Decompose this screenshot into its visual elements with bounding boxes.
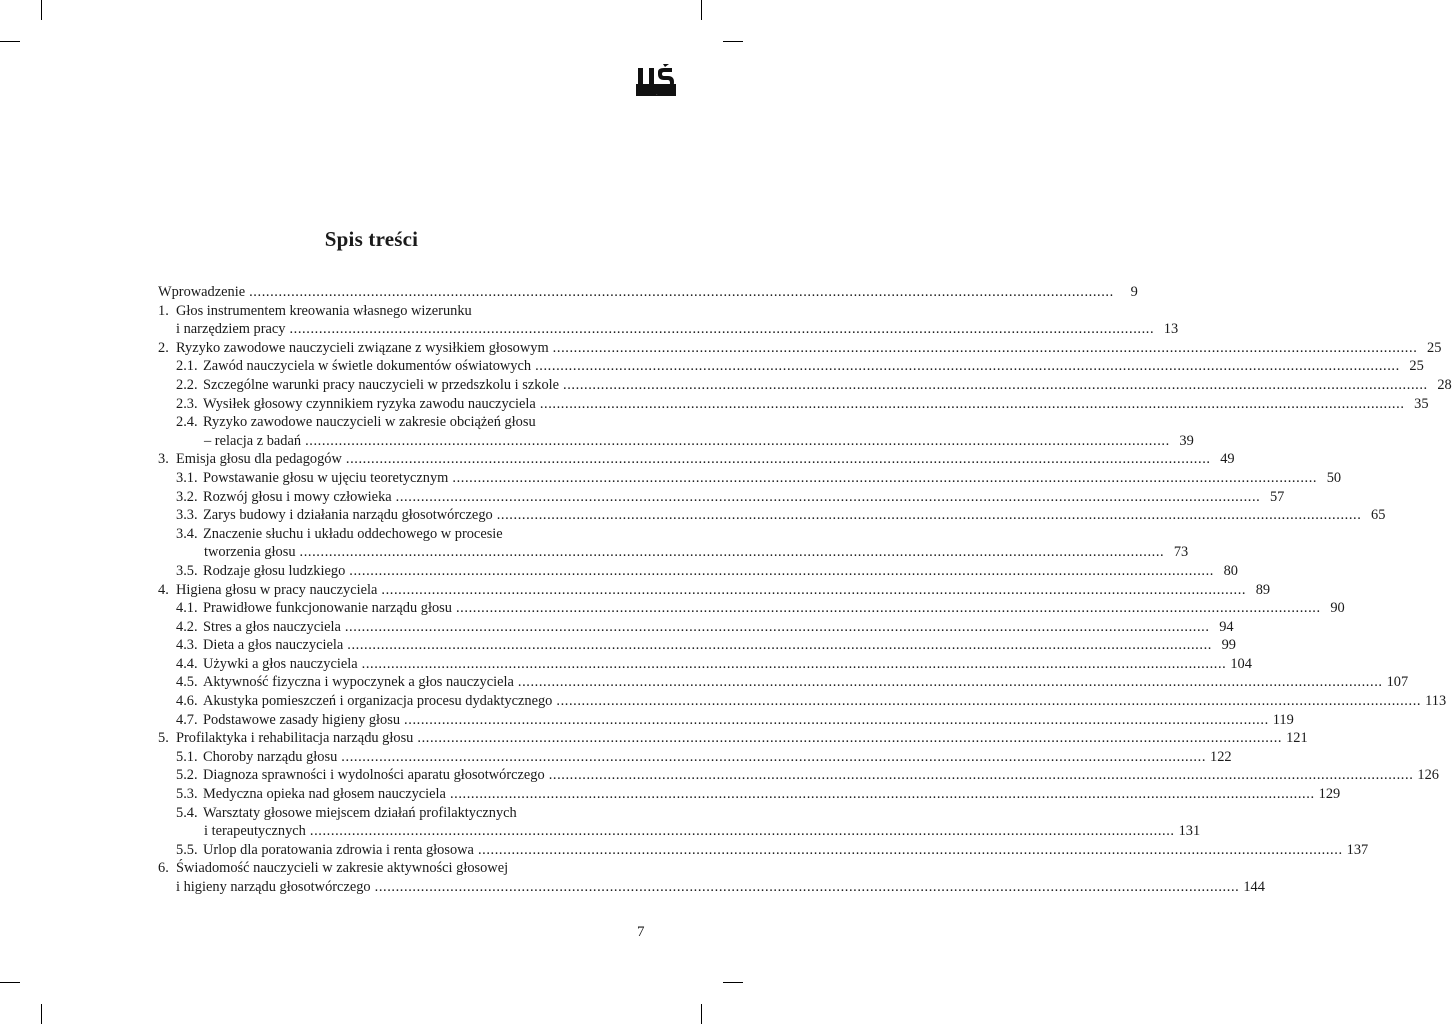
toc-entry-title: Urlop dla poratowania zdrowia i renta głosowa [203, 841, 474, 858]
toc-entry-title: Akustyka pomieszczeń i organizacja procesu dydaktycznego [203, 693, 553, 710]
toc-entry-number: 5.5. [176, 841, 198, 858]
toc-entry [158, 618, 1234, 637]
toc-entry [158, 543, 1189, 562]
crop-mark-top-right-h [723, 41, 743, 42]
toc-entry-page: 107 [1386, 674, 1409, 691]
toc-entry [158, 450, 1235, 469]
toc-entry-title: Powstawanie głosu w ujęciu teoretycznym [203, 469, 449, 486]
toc-leader-dots [553, 339, 1418, 358]
toc-entry-title: tworzenia głosu [204, 544, 296, 561]
toc-entry-title: Emisja głosu dla pedagogów [176, 451, 342, 468]
toc-entry [158, 525, 606, 544]
toc-leader-dots [347, 636, 1212, 655]
toc-leader-dots [305, 432, 1170, 451]
toc-entry-number: 4.5. [176, 674, 198, 691]
toc-entry [158, 581, 1271, 600]
toc-leader-dots [556, 692, 1421, 711]
toc-entry-page: 119 [1272, 711, 1294, 728]
toc-entry-page: 13 [1163, 321, 1179, 338]
toc-leader-dots [310, 822, 1175, 841]
toc-entry-number: 2.1. [176, 358, 198, 375]
toc-entry-title: Podstawowe zasady higieny głosu [203, 711, 401, 728]
toc-entry-number: 6. [158, 860, 169, 877]
toc-entry-title: Warsztaty głosowe miejscem działań profilaktycznych [203, 804, 517, 821]
toc-entry-number: 4.1. [176, 600, 198, 617]
toc-leader-dots [249, 283, 1114, 302]
toc-entry-number: 5.1. [176, 748, 198, 765]
toc-entry [158, 766, 1439, 785]
toc-entry-title: Ryzyko zawodowe nauczycieli związane z wysiłkiem głosowym [176, 339, 549, 356]
toc-entry-number: 4.6. [176, 693, 198, 710]
toc-entry-page: 9 [1130, 284, 1138, 300]
toc-entry-page: 126 [1417, 767, 1439, 784]
toc-entry-page: 35 [1414, 395, 1429, 412]
toc-entry-number: 2. [158, 339, 169, 356]
toc-entry [158, 339, 1442, 358]
toc-entry [158, 320, 1179, 339]
toc-leader-dots [345, 618, 1210, 637]
toc-leader-dots [497, 506, 1362, 525]
toc-entry-number: 4. [158, 581, 169, 598]
toc-entry-title: Diagnoza sprawności i wydolności aparatu głosotwórczego [203, 767, 545, 784]
toc-entry [158, 655, 1252, 674]
crop-mark-bottom-right-h [723, 982, 743, 983]
toc-entry-title: Aktywność fizyczna i wypoczynek a głos nauczyciela [203, 674, 514, 691]
toc-leader-dots [341, 748, 1206, 767]
toc-entry-page: 28 [1437, 376, 1452, 393]
toc-leader-dots [362, 655, 1227, 674]
toc-entry [158, 376, 1452, 395]
toc-entry-number: 2.3. [176, 395, 198, 412]
toc-entry-title: Choroby narządu głosu [203, 748, 338, 765]
toc-entry-number: 3.1. [176, 469, 198, 486]
toc-leader-dots [381, 581, 1246, 600]
toc-entry-page: 65 [1371, 507, 1386, 524]
table-of-contents [158, 283, 1452, 897]
toc-entry [158, 469, 1342, 488]
toc-entry-page: 113 [1425, 693, 1447, 710]
toc-leader-dots [518, 673, 1383, 692]
toc-entry-number: 3.2. [176, 488, 198, 505]
toc-entry-number: 2.4. [176, 414, 198, 431]
toc-entry-title: Ryzyko zawodowe nauczycieli w zakresie obciążeń głosu [203, 414, 536, 431]
toc-leader-dots [375, 878, 1240, 897]
toc-entry [158, 748, 1232, 767]
page-number: 7 [637, 924, 645, 940]
toc-leader-dots [456, 599, 1321, 618]
crop-mark-top-left-h [0, 41, 20, 42]
toc-entry-page: 39 [1179, 432, 1194, 449]
toc-leader-dots [535, 357, 1400, 376]
toc-entry-page: 90 [1330, 600, 1345, 617]
toc-entry-page: 80 [1223, 562, 1238, 579]
toc-entry-title: Rodzaje głosu ludzkiego [203, 562, 346, 579]
toc-entry [158, 599, 1345, 618]
page-title: Spis treści [324, 227, 419, 251]
toc-leader-dots [300, 543, 1165, 562]
toc-entry-title: Głos instrumentem kreowania własnego wizerunku [176, 302, 472, 319]
toc-entry-title: Szczególne warunki pracy nauczycieli w przedszkolu i szkole [203, 376, 560, 393]
toc-leader-dots [346, 450, 1211, 469]
crop-mark-top-right [701, 0, 702, 20]
toc-entry-page: 122 [1210, 748, 1232, 765]
toc-entry-page: 25 [1409, 358, 1424, 375]
toc-entry-number: 2.2. [176, 376, 198, 393]
toc-entry-title: Profilaktyka i rehabilitacja narządu głosu [176, 730, 414, 747]
toc-entry-title: Wysiłek głosowy czynnikiem ryzyka zawodu nauczyciela [203, 395, 536, 412]
toc-entry [158, 432, 1194, 451]
toc-leader-dots [404, 711, 1269, 730]
toc-entry [158, 785, 1341, 804]
toc-entry-title: Medyczna opieka nad głosem nauczyciela [203, 786, 446, 803]
crop-mark-top-left [41, 0, 42, 20]
toc-leader-dots [396, 488, 1261, 507]
toc-entry [158, 822, 1201, 841]
toc-entry-number: 4.3. [176, 637, 198, 654]
toc-entry [158, 636, 1236, 655]
toc-entry [158, 506, 1386, 525]
toc-entry-title: i higieny narządu głosotwórczego [176, 879, 371, 895]
toc-entry-title: i terapeutycznych [204, 823, 306, 840]
toc-entry-page: 129 [1318, 786, 1341, 803]
toc-entry [158, 878, 1265, 897]
toc-entry-title: Stres a głos nauczyciela [203, 618, 341, 635]
toc-entry [158, 302, 606, 321]
toc-entry-title: Używki a głos nauczyciela [203, 655, 358, 672]
toc-entry-page: 50 [1326, 469, 1342, 486]
toc-entry [158, 395, 1429, 414]
university-logo-icon [634, 64, 678, 98]
toc-entry-page: 131 [1178, 823, 1201, 840]
toc-entry [158, 804, 606, 823]
toc-entry-page: 144 [1243, 879, 1265, 895]
toc-entry-page: 137 [1346, 841, 1369, 858]
toc-entry-title: Prawidłowe funkcjonowanie narządu głosu [203, 600, 452, 617]
toc-entry-page: 89 [1255, 581, 1271, 598]
toc-entry [158, 283, 1138, 302]
toc-leader-dots [450, 785, 1315, 804]
toc-entry-title: – relacja z badań [204, 432, 302, 449]
toc-leader-dots [478, 841, 1343, 860]
toc-entry [158, 711, 1294, 730]
toc-entry-page: 57 [1269, 488, 1285, 505]
toc-entry-title: Zarys budowy i działania narządu głosotwórczego [203, 507, 493, 524]
toc-entry-page: 99 [1221, 637, 1236, 654]
toc-entry-number: 3.4. [176, 525, 198, 542]
crop-mark-bottom-left [41, 1004, 42, 1024]
toc-leader-dots [549, 766, 1414, 785]
toc-entry [158, 729, 1308, 748]
toc-leader-dots [349, 562, 1214, 581]
toc-entry-title: Wprowadzenie [158, 284, 246, 300]
toc-entry [158, 859, 606, 878]
toc-entry-number: 5.3. [176, 786, 198, 803]
toc-entry-page: 73 [1173, 544, 1189, 561]
toc-entry-page: 49 [1220, 451, 1235, 468]
toc-entry-page: 121 [1286, 730, 1308, 747]
toc-entry-title: i narzędziem pracy [176, 321, 286, 338]
toc-entry [158, 488, 1285, 507]
toc-entry-number: 4.2. [176, 618, 198, 635]
toc-leader-dots [540, 395, 1405, 414]
svg-text:UŚ: UŚ [656, 95, 658, 96]
toc-entry [158, 562, 1238, 581]
toc-entry-page: 94 [1219, 618, 1234, 635]
toc-entry-title: Higiena głosu w pracy nauczyciela [176, 581, 378, 598]
toc-entry-title: Świadomość nauczycieli w zakresie aktywności głosowej [176, 860, 509, 877]
toc-leader-dots [452, 469, 1317, 488]
crop-mark-bottom-left-h [0, 982, 20, 983]
toc-entry-number: 5.4. [176, 804, 198, 821]
toc-entry-number: 3.5. [176, 562, 198, 579]
toc-entry-number: 5.2. [176, 767, 198, 784]
toc-entry-page: 104 [1230, 655, 1252, 672]
toc-leader-dots [417, 729, 1282, 748]
toc-entry-title: Zawód nauczyciela w świetle dokumentów oświatowych [203, 358, 532, 375]
toc-entry-number: 4.4. [176, 655, 198, 672]
toc-entry [158, 692, 1447, 711]
toc-entry-number: 1. [158, 302, 169, 319]
toc-entry [158, 673, 1409, 692]
toc-entry-number: 3. [158, 451, 169, 468]
toc-entry-page: 25 [1427, 339, 1442, 356]
toc-entry-title: Rozwój głosu i mowy człowieka [203, 488, 392, 505]
toc-entry-number: 4.7. [176, 711, 198, 728]
toc-entry-title: Dieta a głos nauczyciela [203, 637, 344, 654]
toc-entry [158, 357, 1424, 376]
toc-leader-dots [563, 376, 1428, 395]
toc-entry [158, 841, 1369, 860]
toc-entry [158, 413, 606, 432]
toc-entry-number: 5. [158, 730, 169, 747]
toc-entry-number: 3.3. [176, 507, 198, 524]
toc-entry-title: Znaczenie słuchu i układu oddechowego w procesie [203, 525, 503, 542]
crop-mark-bottom-right [701, 1004, 702, 1024]
toc-leader-dots [289, 320, 1154, 339]
